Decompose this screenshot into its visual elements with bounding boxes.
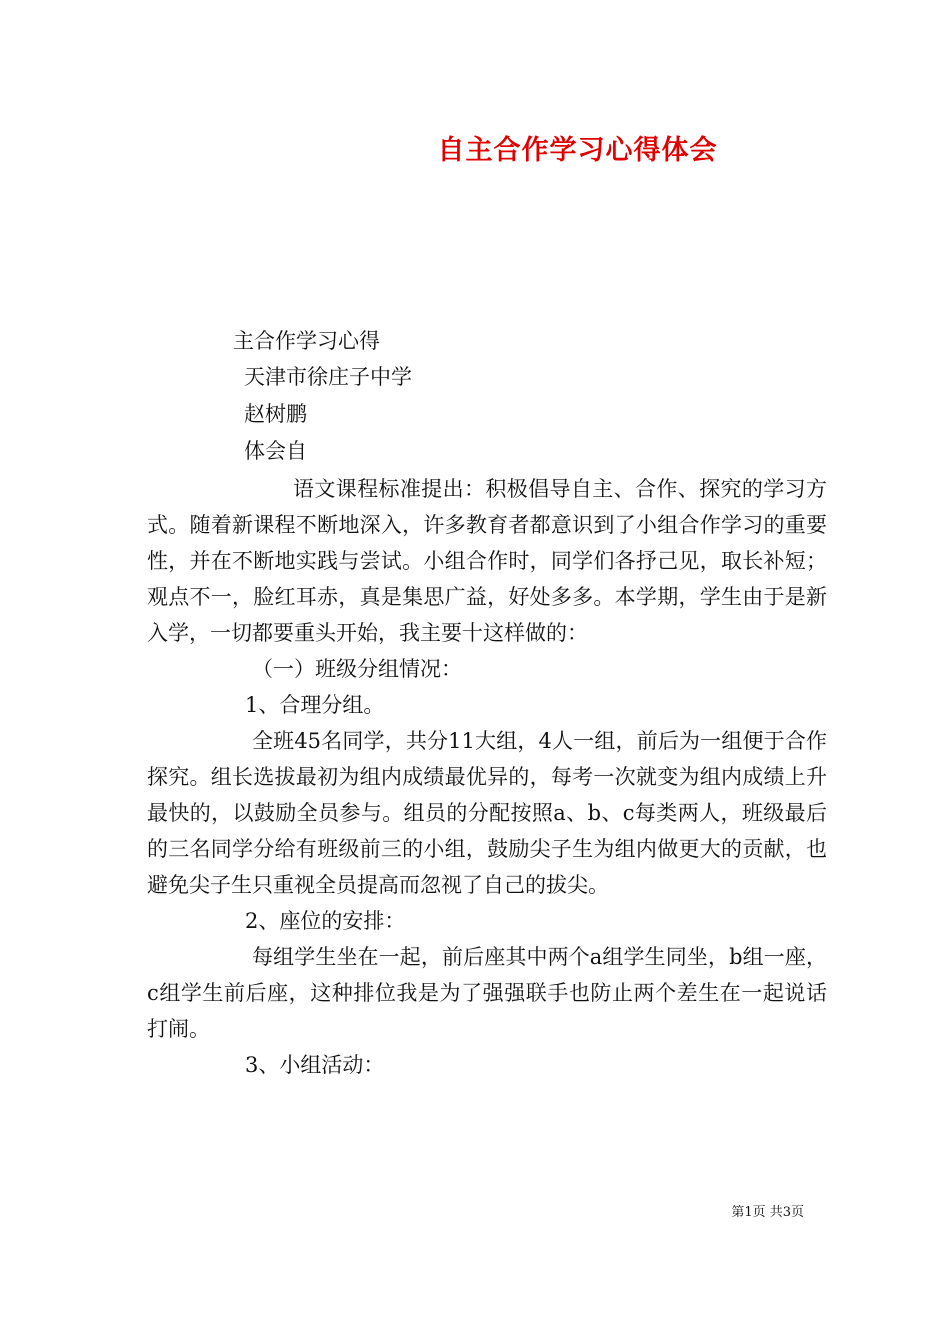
header-line-school: 天津市徐庄子中学: [244, 365, 412, 389]
item-heading-seating: 2、座位的安排：: [245, 909, 406, 933]
header-line-subtitle: 主合作学习心得: [233, 329, 380, 353]
header-line-fragment: 体会自: [244, 439, 307, 463]
item-heading-reasonable-grouping: 1、合理分组。: [245, 693, 385, 717]
header-line-author: 赵树鹏: [244, 402, 307, 426]
paragraph-grouping-detail: 全班45名同学，共分11大组，4人一组，前后为一组便于合作探究。组长选拔最初为组内成绩最优异的，每考一次就变为组内成绩上升最快的，以鼓励全员参与。组员的分配按照a、b、c每类两人，班级最后的三名同学分给有班级前三的小组，鼓励尖子生为组内做更大的贡献，也避免尖子生只重视全员提高而忽视了自己的拔尖。: [147, 729, 827, 897]
paragraph-intro: 语文课程标准提出：积极倡导自主、合作、探究的学习方式。随着新课程不断地深入，许多教育者都意识到了小组合作学习的重要性，并在不断地实践与尝试。小组合作时，同学们各抒己见，取长补短；观点不一，脸红耳赤，真是集思广益，好处多多。本学期，学生由于是新入学，一切都要重头开始，我主要十这样做的：: [147, 477, 827, 645]
item-heading-group-activity: 3、小组活动：: [245, 1053, 385, 1077]
paragraph-seating-detail: 每组学生坐在一起，前后座其中两个a组学生同坐，b组一座，c组学生前后座，这种排位我是为了强强联手也防止两个差生在一起说话打闹。: [147, 945, 827, 1041]
document-body: [147, 471, 827, 1083]
page-footer: 第1页 共3页: [731, 1205, 804, 1220]
section-heading-grouping: （一）班级分组情况：: [252, 657, 462, 681]
document-title: 自主合作学习心得体会: [437, 135, 718, 166]
